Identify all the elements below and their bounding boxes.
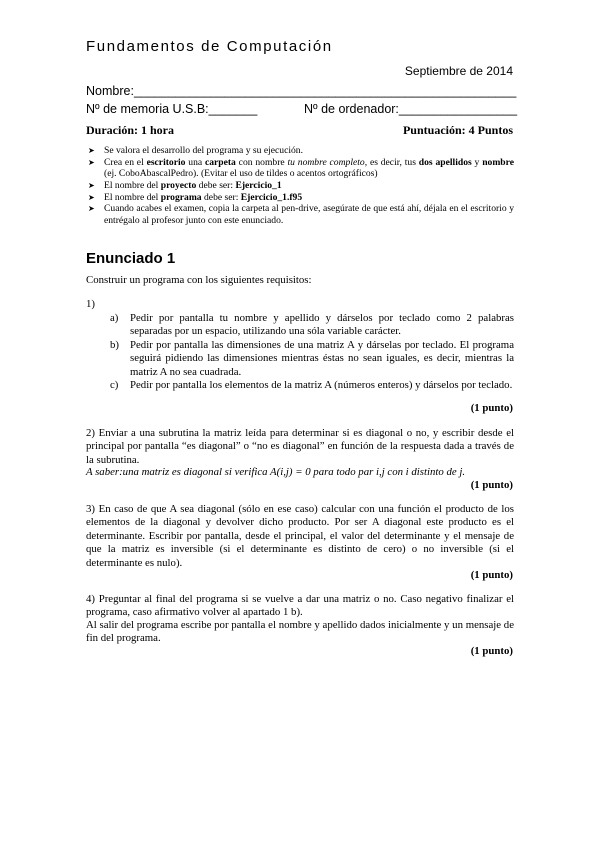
instruction-item: ➤ Se valora el desarrollo del programa y su ejecución. [88,145,303,156]
nombre-blank-line: _______________________________________________________ [133,84,517,98]
ordenador-label: Nº de ordenador: [304,102,399,116]
question-2-note: A saber:una matriz es diagonal si verifica A(i,j) = 0 para todo par i,j con i distinto de j. [86,466,466,478]
question-2-points: (1 punto) [470,479,513,491]
nombre-field [86,84,516,98]
question-2-text: 2) Enviar a una subrutina la matriz leída para determinar si es diagonal o no, y escribir desde el principal por pantalla “es diagonal” o “no es diagonal” en función de la respuesta dada a través de la subrutina. [86,427,514,466]
ordenador-field [304,102,517,116]
section-heading: Enunciado 1 [86,250,176,267]
memoria-label: Nº de memoria U.S.B: [86,102,209,116]
memoria-field [86,102,257,116]
course-title: Fundamentos de Computación [86,38,333,55]
arrowhead-bullet-icon: ➤ [88,157,95,167]
section-intro: Construir un programa con los siguientes requisitos: [86,274,312,286]
arrowhead-bullet-icon: ➤ [88,146,95,155]
ordenador-blank-line: _________________ [398,102,518,116]
arrowhead-bullet-icon: ➤ [88,180,95,190]
exam-date: Septiembre de 2014 [404,64,513,78]
score-text: Puntuación: 4 Puntos [402,123,513,137]
nombre-label: Nombre: [86,84,134,98]
arrowhead-bullet-icon: ➤ [88,192,95,202]
question-1-subitems [110,312,514,392]
question-4-points: (1 punto) [470,645,513,657]
question-3-points: (1 punto) [470,569,513,581]
question-4-text: 4) Preguntar al final del programa si se vuelve a dar una matriz o no. Caso negativo finalizar el programa, caso afirmativo volver al apartado 1 b). [86,593,514,619]
instruction-item: ➤ Cuando acabes el examen, copia la carpeta al pen-drive, asegúrate de que está ahí, déjala en el escritorio y entrégalo al profesor junto con este enunciado. [88,203,514,226]
question-4-text-2: Al salir del programa escribe por pantalla el nombre y apellido dados inicialmente y un mensaje de fin del programa. [86,619,514,645]
question-1-number: 1) [86,298,95,310]
instructions-list [86,145,514,226]
question-1-points: (1 punto) [470,402,513,414]
arrowhead-bullet-icon: ➤ [88,204,95,214]
memoria-blank-line: _______ [208,102,258,116]
duration-text: Duración: 1 hora [86,123,174,137]
question-1b: b) Pedir por pantalla las dimensiones de una matriz A y dárselas por teclado. El programa seguirá pidiendo las dimensiones mientras éstas no sean iguales, es decir, mientras la matriz A no sea cuadrada. [110,338,514,378]
question-3-text: 3) En caso de que A sea diagonal (sólo en ese caso) calcular con una función el producto de los elementos de la diagonal y devolver dicho producto. Por ser A diagonal este producto es el determinante. Escribir por pantalla, desde el principal, el valor del determinante y el mensaje de que la matriz es inversible (si el determinante es distinto de cero) o no inversible (si el determinante es nulo). [86,503,514,569]
question-1c: c) Pedir por pantalla los elementos de la matriz A (números enteros) y dárselos por teclado. [110,379,513,392]
instruction-item: ➤ El nombre del proyecto debe ser: Ejercicio_1 [88,179,282,191]
instruction-item: ➤ Crea en el escritorio una carpeta con nombre tu nombre completo, es decir, tus dos apellidos y nombre (ej. CoboAbascalPedro). (Evitar el uso de tildes o acentos ortográficos) [88,156,514,179]
instruction-item: ➤ El nombre del programa debe ser: Ejercicio_1.f95 [88,191,303,203]
question-1a: a) Pedir por pantalla tu nombre y apellido y dárselos por teclado como 2 palabras separadas por un espacio, utilizando una sóla variable carácter. [110,312,514,338]
